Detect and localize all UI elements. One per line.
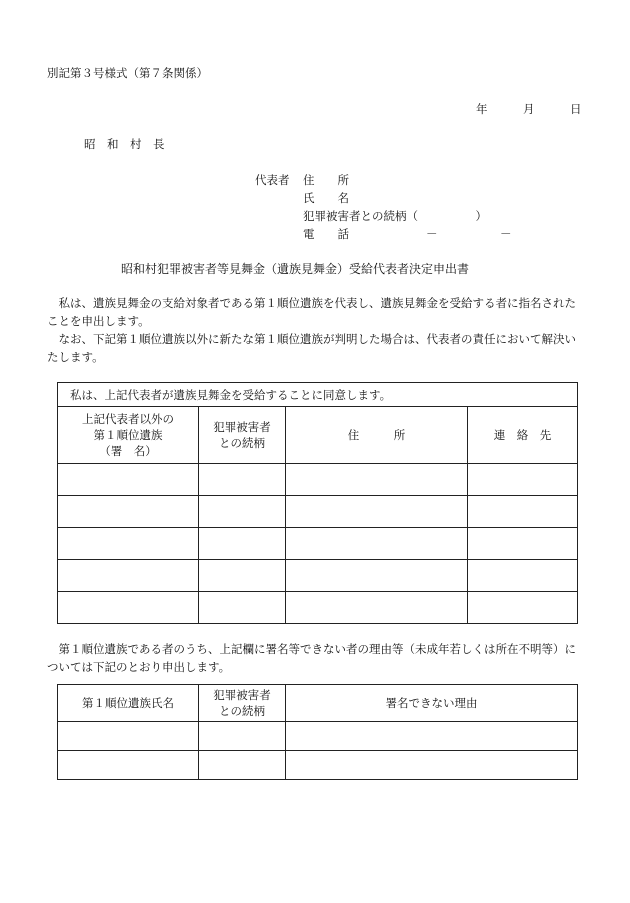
contact-cell[interactable] — [468, 496, 578, 528]
consent-table-header — [58, 407, 578, 464]
address-cell[interactable] — [286, 592, 468, 624]
date-day: 日 — [570, 102, 582, 116]
relation-cell[interactable] — [199, 496, 286, 528]
relation-cell[interactable] — [199, 592, 286, 624]
phone-dash-2: － — [500, 227, 512, 241]
table-row — [58, 592, 578, 624]
heir-name-cell[interactable] — [58, 751, 199, 780]
note-paragraph-block — [47, 640, 587, 676]
note-paragraph: 第１順位遺族である者のうち、上記欄に署名等できない者の理由等（未成年若しくは所在不明等）については下記のとおり申出します。 — [47, 642, 576, 674]
consent-statement: 私は、上記代表者が遺族見舞金を受給することに同意します。 — [58, 383, 578, 407]
signature-cell[interactable] — [58, 528, 199, 560]
table-row — [58, 464, 578, 496]
representative-label: 代表者 — [255, 173, 290, 187]
reason-cell[interactable] — [286, 751, 578, 780]
header-heir-name: 第１順位遺族氏名 — [58, 685, 199, 722]
table-row — [58, 496, 578, 528]
relation-cell[interactable] — [199, 464, 286, 496]
table-row — [58, 528, 578, 560]
reason-table-header — [58, 685, 578, 722]
heir-name-cell[interactable] — [58, 722, 199, 751]
signature-cell[interactable] — [58, 592, 199, 624]
table-row — [58, 560, 578, 592]
contact-cell[interactable] — [468, 528, 578, 560]
phone-dash-1: － — [426, 227, 438, 241]
contact-cell[interactable] — [468, 560, 578, 592]
document-title: 昭和村犯罪被害者等見舞金（遺族見舞金）受給代表者決定申出書 — [121, 262, 470, 276]
header-other-heirs: 上記代表者以外の 第１順位遺族 （署 名） — [58, 407, 199, 464]
address-cell[interactable] — [286, 560, 468, 592]
table-row — [58, 751, 578, 780]
intro-paragraph-2: なお、下記第１順位遺族以外に新たな第１順位遺族が判明した場合は、代表者の責任において解決いたします。 — [47, 332, 576, 364]
header-reason: 署名できない理由 — [286, 685, 578, 722]
signature-cell[interactable] — [58, 560, 199, 592]
reason-cell[interactable] — [286, 722, 578, 751]
representative-phone-label: 電 話 — [303, 227, 349, 241]
header-relation: 犯罪被害者 との続柄 — [199, 407, 286, 464]
intro-paragraphs — [47, 294, 587, 366]
relation-cell[interactable] — [199, 722, 286, 751]
date-month: 月 — [523, 102, 535, 116]
representative-address-label: 住 所 — [303, 173, 349, 187]
consent-table — [57, 382, 578, 624]
contact-cell[interactable] — [468, 592, 578, 624]
table-row — [58, 722, 578, 751]
address-cell[interactable] — [286, 496, 468, 528]
addressee: 昭 和 村 長 — [84, 137, 165, 151]
relation-cell[interactable] — [199, 528, 286, 560]
contact-cell[interactable] — [468, 464, 578, 496]
header-address: 住 所 — [286, 407, 468, 464]
address-cell[interactable] — [286, 464, 468, 496]
relation-cell[interactable] — [199, 560, 286, 592]
signature-cell[interactable] — [58, 464, 199, 496]
intro-paragraph-1: 私は、遺族見舞金の支給対象者である第１順位遺族を代表し、遺族見舞金を受給する者に指名されたことを申出します。 — [47, 296, 576, 328]
header-contact: 連 絡 先 — [468, 407, 578, 464]
signature-cell[interactable] — [58, 496, 199, 528]
form-label: 別記第３号様式（第７条関係） — [47, 66, 208, 80]
address-cell[interactable] — [286, 528, 468, 560]
header-relation-2: 犯罪被害者 との続柄 — [199, 685, 286, 722]
date-year: 年 — [476, 102, 488, 116]
representative-name-label: 氏 名 — [303, 191, 349, 205]
reason-table — [57, 684, 578, 780]
representative-relation-label: 犯罪被害者との続柄（ ） — [303, 209, 487, 223]
relation-cell[interactable] — [199, 751, 286, 780]
